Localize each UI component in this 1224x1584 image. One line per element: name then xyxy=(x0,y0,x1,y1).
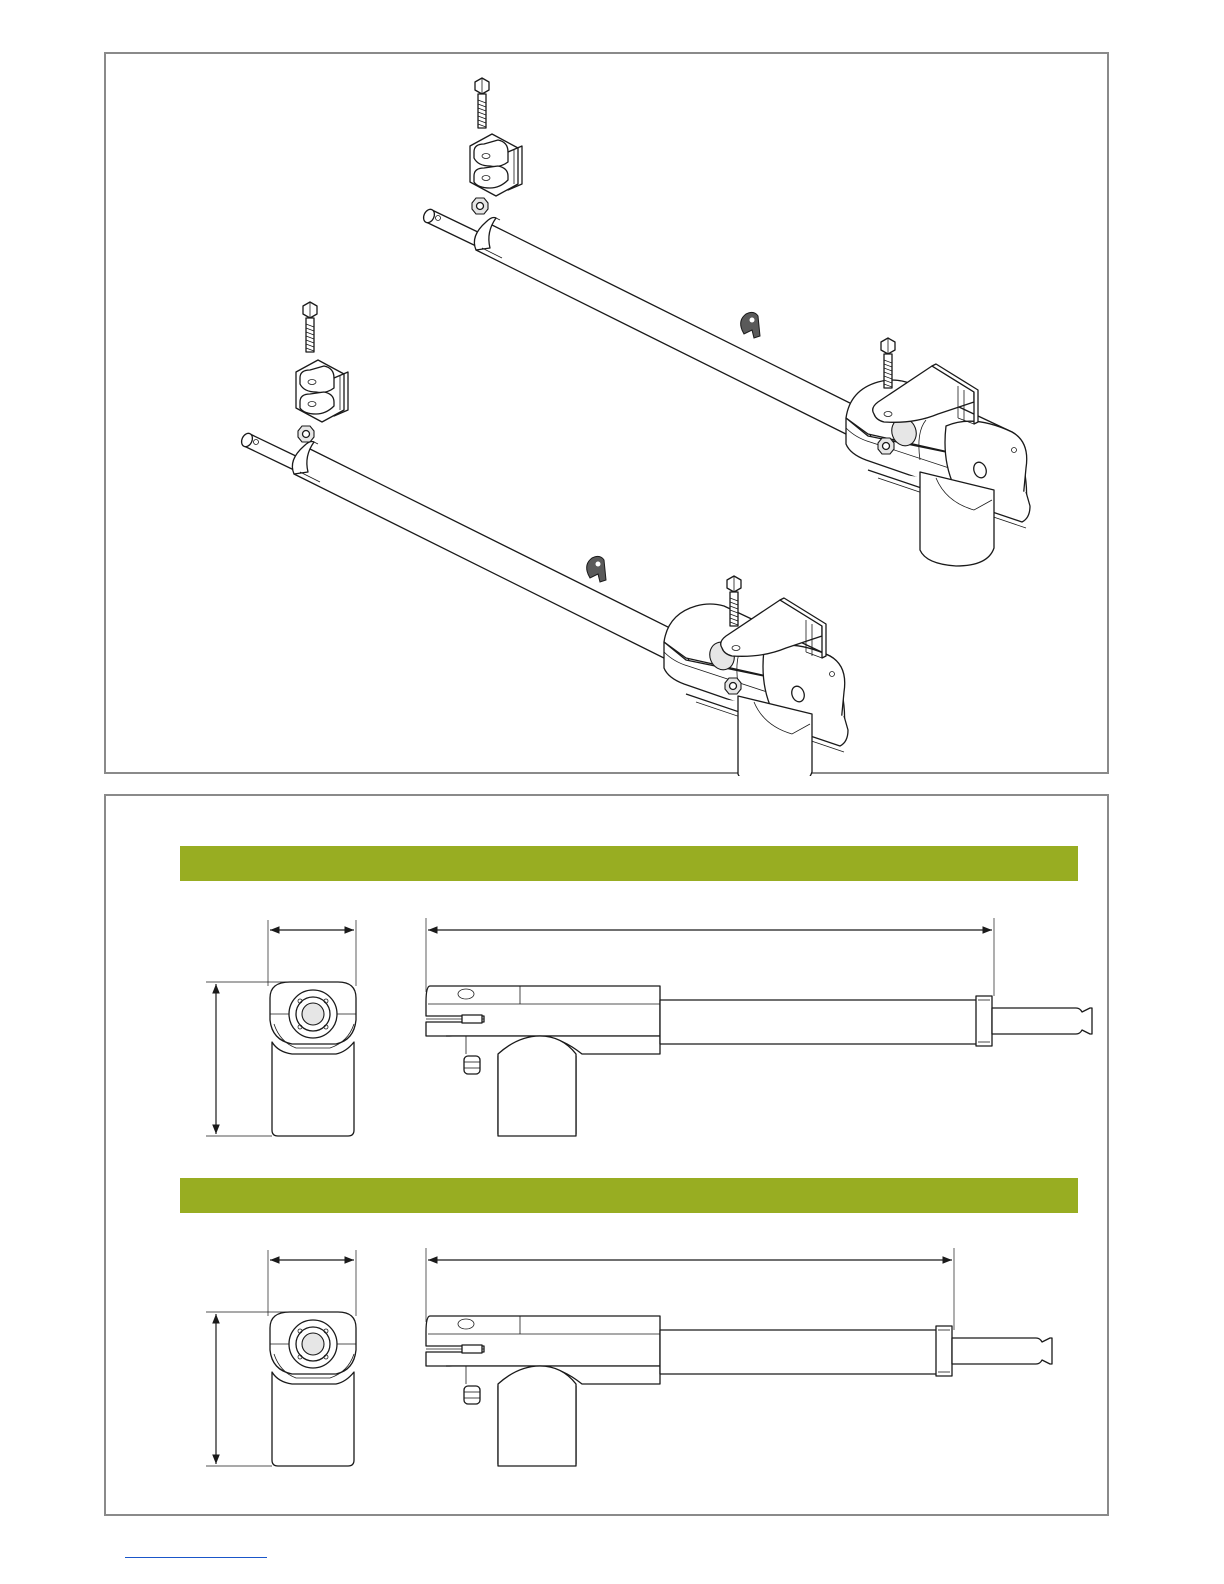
release-key-lower xyxy=(587,556,606,582)
side-view-tube-1 xyxy=(660,1000,978,1044)
nut-lower-front xyxy=(298,426,314,442)
side-view-rod-2 xyxy=(952,1338,1052,1364)
end-view-2 xyxy=(270,1312,356,1466)
bolt-lower-front xyxy=(303,302,317,352)
dimension-views-panel xyxy=(104,794,1109,1516)
dimension-drawing xyxy=(106,796,1111,1518)
exploded-view-drawing xyxy=(106,54,1111,776)
front-bracket-lower xyxy=(296,360,348,422)
end-view-1 xyxy=(270,982,356,1136)
footer-rule xyxy=(125,1557,267,1558)
side-view-head-2 xyxy=(426,1316,660,1466)
nut-upper-rear xyxy=(878,438,894,454)
nut-lower-rear xyxy=(725,678,741,694)
exploded-view-panel xyxy=(104,52,1109,774)
front-bracket-upper xyxy=(470,134,522,196)
release-key-upper xyxy=(741,312,760,338)
side-view-head-1 xyxy=(426,986,660,1136)
bolt-upper-front xyxy=(475,78,489,128)
actuator-lower xyxy=(240,432,848,776)
side-view-tube-2 xyxy=(660,1330,938,1374)
side-view-rod-1 xyxy=(992,1008,1092,1034)
nut-upper-front xyxy=(472,198,488,214)
